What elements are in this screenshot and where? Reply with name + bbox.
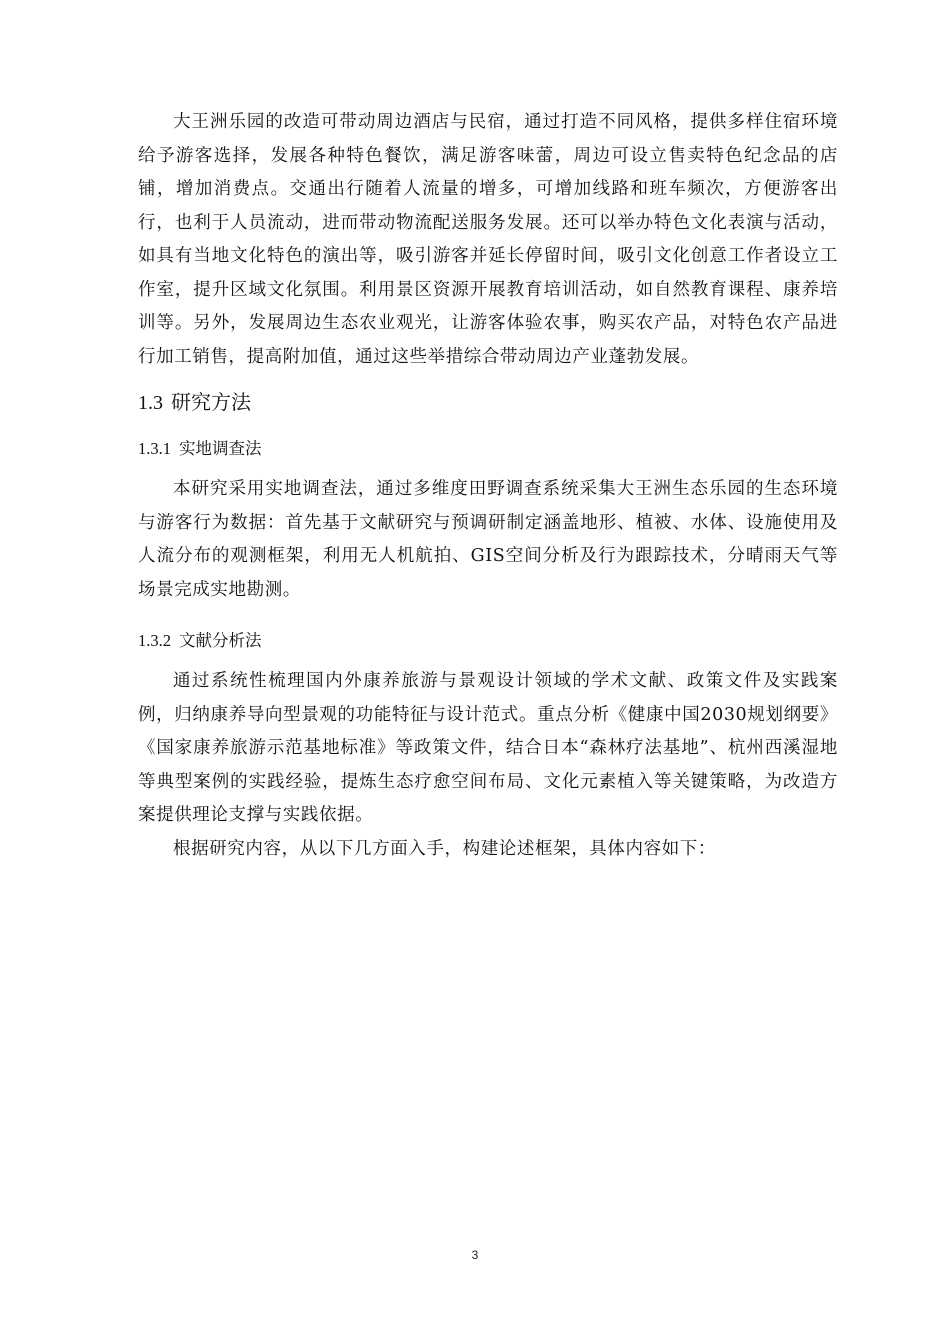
paragraph-literature-analysis: 通过系统性梳理国内外康养旅游与景观设计领域的学术文献、政策文件及实践案例，归纳康养导向型景观的功能特征与设计范式。重点分析《健康中国2030规划纲要》《国家康养旅游示范基地标准》等政策文件，结合日本“森林疗法基地”、杭州西溪湿地等典型案例的实践经验，提炼生态疗愈空间布局、文化元素植入等关键策略，为改造方案提供理论支撑与实践依据。 [138, 671, 838, 825]
subsection-title: 实地调查法 [179, 439, 262, 458]
section-title: 研究方法 [171, 390, 251, 414]
subsection-heading-literature-analysis [138, 629, 838, 653]
section-number: 1.3 [138, 392, 163, 414]
paragraph-framework-intro: 根据研究内容，从以下几方面入手，构建论述框架，具体内容如下： [173, 838, 716, 859]
subsection-number: 1.3.2 [138, 631, 171, 650]
subsection-heading-field-survey [138, 437, 838, 461]
paragraph-field-survey: 本研究采用实地调查法，通过多维度田野调查系统采集大王洲生态乐园的生态环境与游客行为数据：首先基于文献研究与预调研制定涵盖地形、植被、水体、设施使用及人流分布的观测框架，利用无人机航拍、GIS空间分析及行为跟踪技术，分晴雨天气等场景完成实地勘测。 [138, 479, 838, 600]
page-number: 3 [471, 1248, 479, 1262]
paragraph-industry-impact: 大王洲乐园的改造可带动周边酒店与民宿，通过打造不同风格，提供多样住宿环境给予游客选择，发展各种特色餐饮，满足游客味蕾，周边可设立售卖特色纪念品的店铺，增加消费点。交通出行随着人流量的增多，可增加线路和班车频次，方便游客出行，也利于人员流动，进而带动物流配送服务发展。还可以举办特色文化表演与活动，如具有当地文化特色的演出等，吸引游客并延长停留时间，吸引文化创意工作者设立工作室，提升区域文化氛围。利用景区资源开展教育培训活动，如自然教育课程、康养培训等。另外，发展周边生态农业观光，让游客体验农事，购买农产品，对特色农产品进行加工销售，提高附加值，通过这些举措综合带动周边产业蓬勃发展。 [138, 112, 838, 367]
section-heading-research-methods [138, 388, 838, 417]
page-content [138, 106, 838, 866]
subsection-number: 1.3.1 [138, 439, 171, 458]
subsection-title: 文献分析法 [179, 631, 262, 650]
